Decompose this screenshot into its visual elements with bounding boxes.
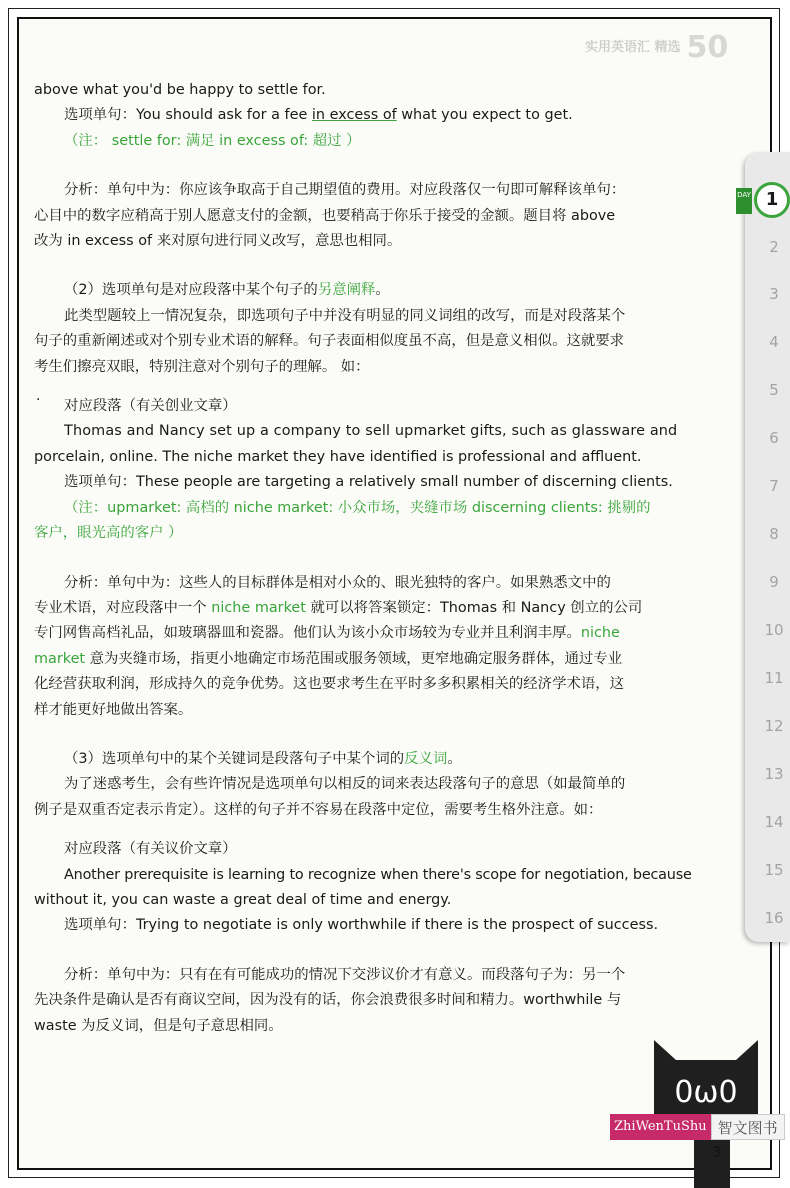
analysis-1-line: 分析：单句中为：你应该争取高于自己期望值的费用。对应段落仅一句即可解释该单句： <box>64 182 626 199</box>
example-1-label <box>34 394 718 419</box>
example-2-label: 对应段落（有关议价文章） <box>64 841 237 858</box>
section-heading-2 <box>34 278 718 303</box>
example-1-line: porcelain, online. The niche market they have identified is professional and affluent. <box>34 448 642 465</box>
tab-day-8[interactable]: 8 <box>769 525 779 543</box>
tab-day-5[interactable]: 5 <box>769 381 779 399</box>
analysis-3-line: 分析：单句中为：只有在有可能成功的情况下交涉议价才有意义。而段落句子为：另一个 <box>64 966 626 983</box>
option-sentence-3: 选项单句：Trying to negotiate is only worthwhile if there is the prospect of success. <box>64 917 659 934</box>
analysis-3-line: waste 为反义词，但是句子意思相同。 <box>34 1017 283 1034</box>
section-heading-3 <box>34 747 718 772</box>
analysis-2-line: 样才能更好地做出答案。 <box>34 701 193 718</box>
text-span: 选项单句：You should ask for a fee <box>64 107 312 124</box>
example-2-line: Another prerequisite is learning to recognize when there's scope for negotiation, because <box>64 866 692 883</box>
day-flag: DAY <box>736 188 752 214</box>
analysis-1-line: 心目中的数字应稍高于别人愿意支付的金额，也要稍高于你乐于接受的金额。题目将 above <box>34 207 616 224</box>
text-span: （3）选项单句中的某个关键词是段落句子中某个词的 <box>64 750 405 767</box>
tab-day-9[interactable]: 9 <box>769 573 779 591</box>
watermark-latin: ZhiWenTuShu <box>610 1114 711 1140</box>
tab-day-11[interactable]: 11 <box>764 669 784 687</box>
tab-day-12[interactable]: 12 <box>764 717 784 735</box>
paragraph-line: 句子的重新阐述或对个别专业术语的解释。句子表面相似度虽不高，但是意义相似。这就要求 <box>34 333 625 350</box>
text-line: above what you'd be happy to settle for. <box>34 82 326 98</box>
watermark <box>606 1030 790 1188</box>
watermark-chinese: 智文图书 <box>711 1114 785 1140</box>
analysis-2-line: 化经营获取利润，形成持久的竞争优势。这也要求考生在平时多多积累相关的经济学术语，这 <box>34 676 625 693</box>
analysis-1-line: 改为 in excess of 来对原句进行同义改写，意思也相同。 <box>34 233 402 250</box>
note-2-line: （注：upmarket: 高档的 niche market: 小众市场，夹缝市场 discerning clients: 挑剔的 <box>64 499 651 516</box>
analysis-2-line <box>34 596 718 621</box>
header-ghost-title <box>585 30 728 65</box>
highlight-term: market <box>34 650 86 667</box>
tab-day-16[interactable]: 16 <box>764 909 784 927</box>
header-ghost-number: 50 <box>686 30 729 65</box>
tab-day-3[interactable]: 3 <box>769 285 779 303</box>
highlight-term: niche <box>580 625 620 642</box>
text-span: 。 <box>375 282 390 299</box>
text-span: 就可以将答案锁定：Thomas 和 Nancy 创立的公司 <box>305 599 643 616</box>
tab-day-10[interactable]: 10 <box>764 621 784 639</box>
tab-day-14[interactable]: 14 <box>764 813 784 831</box>
text-span: 专门网售高档礼品，如玻璃器皿和瓷器。他们认为该小众市场较为专业并且利润丰厚。 <box>34 625 581 642</box>
text-span: 意为夹缝市场，指更小地确定市场范围或服务领域，更窄地确定服务群体，通过专业 <box>85 650 623 667</box>
text-span: 对应段落（有关创业文章） <box>64 398 237 415</box>
page-number: 3 <box>712 1145 721 1161</box>
header-ghost-text: 实用英语汇 精选 <box>585 40 681 55</box>
tab-day-6[interactable]: 6 <box>769 429 779 447</box>
highlight-term: niche market <box>211 599 306 616</box>
option-sentence-2: 选项单句：These people are targeting a relatively small number of discerning clients. <box>64 474 673 491</box>
analysis-2-line <box>34 647 718 672</box>
analysis-2-line <box>34 621 718 646</box>
option-sentence-1 <box>34 103 718 128</box>
tab-day-13[interactable]: 13 <box>764 765 784 783</box>
tab-day-4[interactable]: 4 <box>769 333 779 351</box>
text-span: （2）选项单句是对应段落中某个句子的 <box>64 282 318 299</box>
watermark-banner <box>610 1114 785 1140</box>
text-span: 。 <box>447 750 462 767</box>
bullet-dot: · <box>36 392 41 409</box>
underlined-phrase: in excess of <box>311 107 397 124</box>
analysis-2-line: 分析：单句中为：这些人的目标群体是相对小众的、眼光独特的客户。如果熟悉文中的 <box>64 574 611 591</box>
analysis-3-line: 先决条件是确认是否有商议空间，因为没有的话，你会浪费很多时间和精力。worthwhile 与 <box>34 992 622 1009</box>
paragraph-line: 此类型题较上一情况复杂，即选项句子中并没有明显的同义词组的改写，而是对段落某个 <box>64 307 626 324</box>
document-body <box>34 78 718 1039</box>
highlight-term: 反义词 <box>404 750 448 767</box>
text-span: 专业术语，对应段落中一个 <box>34 599 212 616</box>
cat-eyes-text: 0ω0 <box>674 1075 738 1110</box>
paragraph-line: 考生们擦亮双眼，特别注意对个别句子的理解。 如： <box>34 358 370 375</box>
tab-day-2[interactable]: 2 <box>769 238 779 256</box>
note-1: （注： settle for: 满足 in excess of: 超过 ） <box>64 132 361 149</box>
example-2-line: without it, you can waste a great deal of time and energy. <box>34 891 452 908</box>
paragraph-line: 例子是双重否定表示肯定）。这样的句子并不容易在段落中定位，需要考生格外注意。如： <box>34 801 603 818</box>
cat-logo-icon <box>646 1030 766 1120</box>
tab-day-1[interactable]: 1 <box>754 182 790 218</box>
highlight-term: 另意阐释 <box>317 282 376 299</box>
note-2-line: 客户，眼光高的客户 ） <box>34 525 183 542</box>
text-span: what you expect to get. <box>396 107 573 124</box>
tab-day-7[interactable]: 7 <box>769 477 779 495</box>
paragraph-line: 为了迷惑考生，会有些许情况是选项单句以相反的词来表达段落句子的意思（如最简单的 <box>64 776 626 793</box>
example-1-line: Thomas and Nancy set up a company to sell upmarket gifts, such as glassware and <box>64 423 678 440</box>
tab-day-15[interactable]: 15 <box>764 861 784 879</box>
